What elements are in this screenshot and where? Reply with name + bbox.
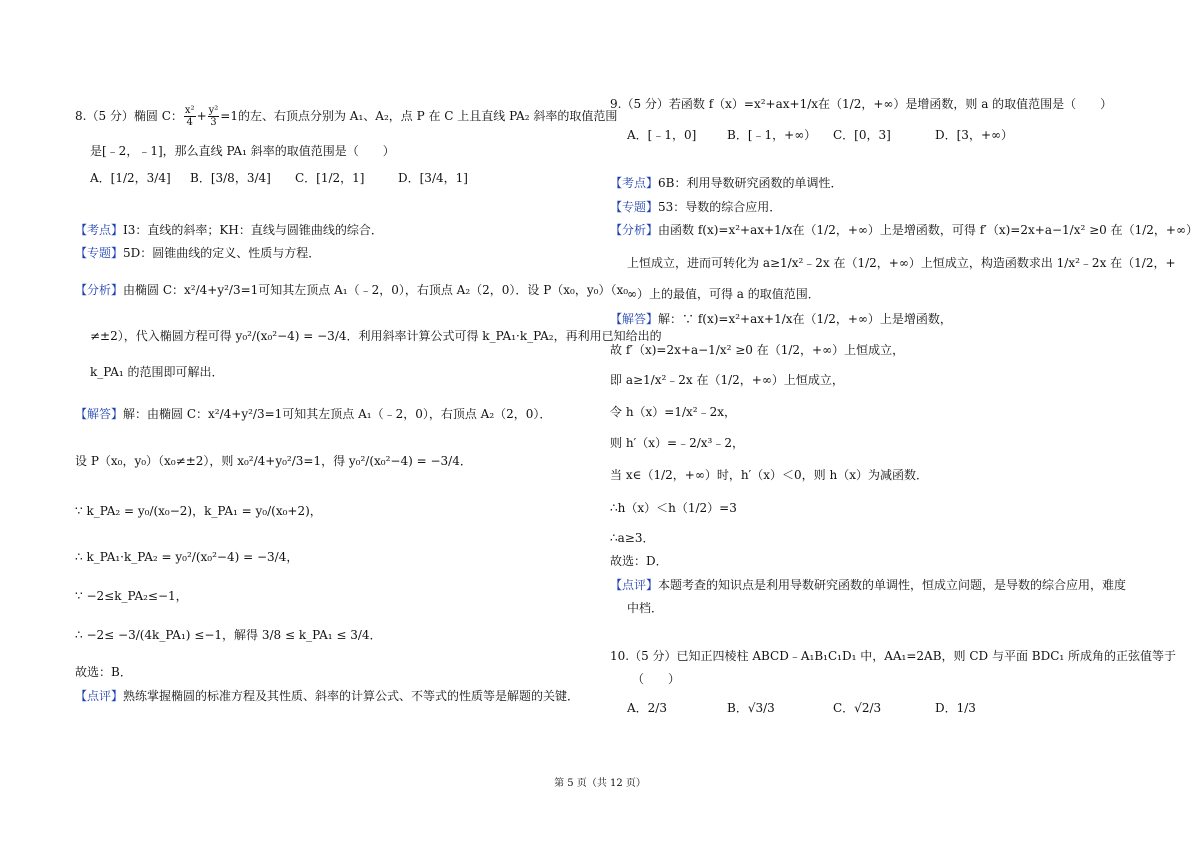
fenxi-right-2: 上恒成立，进而可转化为 a≥1/x²﹣2x 在（1/2，+∞）上恒成立，构造函数求出 1/x²﹣2x 在（1/2，+ (627, 256, 1176, 270)
q9-option-a: A．[﹣1，0] (627, 128, 697, 142)
fenxi-left-2: ≠±2），代入椭圆方程可得 y₀²/(x₀²−4) = −3/4．利用斜率计算公式可得 k_PA₁·k_PA₂，再利用已知给出的 (90, 329, 662, 343)
q9-option-b: B．[﹣1，+∞） (727, 128, 817, 142)
q10-stem-line1: 10.（5 分）已知正四棱柱 ABCD﹣A₁B₁C₁D₁ 中，AA₁=2AB，则 CD 与平面 BDC₁ 所成角的正弦值等于 (610, 649, 1177, 663)
q10-option-c: C．√2/3 (833, 701, 882, 715)
jieda-right-6: 当 x∈（1/2，+∞）时，h′（x）＜0，则 h（x）为减函数． (610, 468, 928, 482)
jieda-left-3: ∵ k_PA₂ = y₀/(x₀−2)，k_PA₁ = y₀/(x₀+2)， (75, 504, 322, 518)
q10-option-d: D．1/3 (935, 701, 976, 715)
fenxi-right-1: 【分析】由函数 f(x)=x²+ax+1/x在（1/2，+∞）上是增函数，可得 f′（x)=2x+a−1/x² ≥0 在（1/2，+∞） (610, 223, 1198, 237)
jieda-right-3: 即 a≥1/x²﹣2x 在（1/2，+∞）上恒成立， (610, 373, 844, 387)
jieda-left-7: 故选：B． (75, 665, 132, 679)
q9-option-c: C．[0，3] (833, 128, 891, 142)
dianping-left: 【点评】熟练掌握椭圆的标准方程及其性质、斜率的计算公式、不等式的性质等是解题的关键． (75, 689, 580, 703)
jieda-left-4: ∴ k_PA₁·k_PA₂ = y₀²/(x₀²−4) = −3/4， (75, 550, 299, 564)
jieda-left-6: ∴ −2≤ −3/(4k_PA₁) ≤−1，解得 3/8 ≤ k_PA₁ ≤ 3/4． (75, 628, 382, 642)
jieda-left-1: 【解答】解：由椭圆 C：x²/4+y²/3=1可知其左顶点 A₁（﹣2，0），右顶点 A₂（2，0）． (75, 407, 552, 421)
page-footer: 第 5 页（共 12 页） (554, 778, 646, 789)
jieda-right-4: 令 h（x）=1/x²﹣2x， (610, 405, 737, 419)
jieda-right-8: ∴a≥3． (610, 531, 655, 545)
kaodian-left: 【考点】I3：直线的斜率；KH：直线与圆锥曲线的综合． (75, 223, 383, 237)
fraction: $\frac{\text{y²}}{3}$ (208, 105, 219, 128)
q10-option-a: A．2/3 (627, 701, 667, 715)
jieda-right-2: 故 f′（x)=2x+a−1/x² ≥0 在（1/2，+∞）上恒成立， (610, 343, 905, 357)
zhuanti-right: 【专题】53：导数的综合应用． (610, 200, 782, 214)
kaodian-right: 【考点】6B：利用导数研究函数的单调性． (610, 176, 843, 190)
q8-stem-line1: 8.（5 分）椭圆 C： $\frac{\text{x²}}{4}$ + $\frac{\text{y²}}{3}$ =1的左、右顶点分别为 A₁、A₂，点 P 在 C 上且直线 PA₂ 斜率的取值范围 (75, 105, 618, 128)
jieda-right-1: 【解答】解：∵ f(x)=x²+ax+1/x在（1/2，+∞）上是增函数， (610, 312, 952, 326)
fenxi-left-3: k_PA₁ 的范围即可解出． (90, 365, 224, 379)
jieda-left-5: ∵ −2≤k_PA₂≤−1， (75, 589, 188, 603)
q8-option-c: C．[1/2，1] (295, 171, 365, 185)
q9-option-d: D．[3，+∞） (935, 128, 1013, 142)
fenxi-right-3: ∞）上的最值，可得 a 的取值范围． (627, 287, 820, 301)
fraction: $\frac{\text{x²}}{4}$ (184, 105, 195, 128)
q8-stem-line2: 是[﹣2，﹣1]，那么直线 PA₁ 斜率的取值范围是（ ） (90, 144, 395, 158)
dianping-right-1: 【点评】本题考查的知识点是利用导数研究函数的单调性，恒成立问题，是导数的综合应用，难度 (610, 578, 1127, 592)
q8-option-a: A．[1/2，3/4] (90, 171, 171, 185)
jieda-right-5: 则 h′（x）=﹣2/x³﹣2， (610, 436, 744, 450)
jieda-right-7: ∴h（x）＜h（1/2）=3 (610, 501, 737, 515)
dianping-right-2: 中档． (627, 601, 664, 615)
q8-option-d: D．[3/4，1] (398, 171, 468, 185)
jieda-left-2: 设 P（x₀，y₀）（x₀≠±2），则 x₀²/4+y₀²/3=1，得 y₀²/(x₀²−4) = −3/4． (75, 454, 472, 468)
q10-stem-line2: （ ） (632, 672, 681, 686)
q8-option-b: B．[3/8，3/4] (190, 171, 271, 185)
jieda-right-9: 故选：D． (610, 554, 668, 568)
q9-stem: 9.（5 分）若函数 f（x）=x²+ax+1/x在（1/2，+∞）是增函数，则 a 的取值范围是（ ） (610, 97, 1113, 111)
fenxi-left-1: 【分析】由椭圆 C：x²/4+y²/3=1可知其左顶点 A₁（﹣2，0），右顶点 A₂（2，0）．设 P（x₀，y₀）（x₀ (75, 283, 629, 297)
zhuanti-left: 【专题】5D：圆锥曲线的定义、性质与方程． (75, 246, 321, 260)
q10-option-b: B．√3/3 (727, 701, 775, 715)
